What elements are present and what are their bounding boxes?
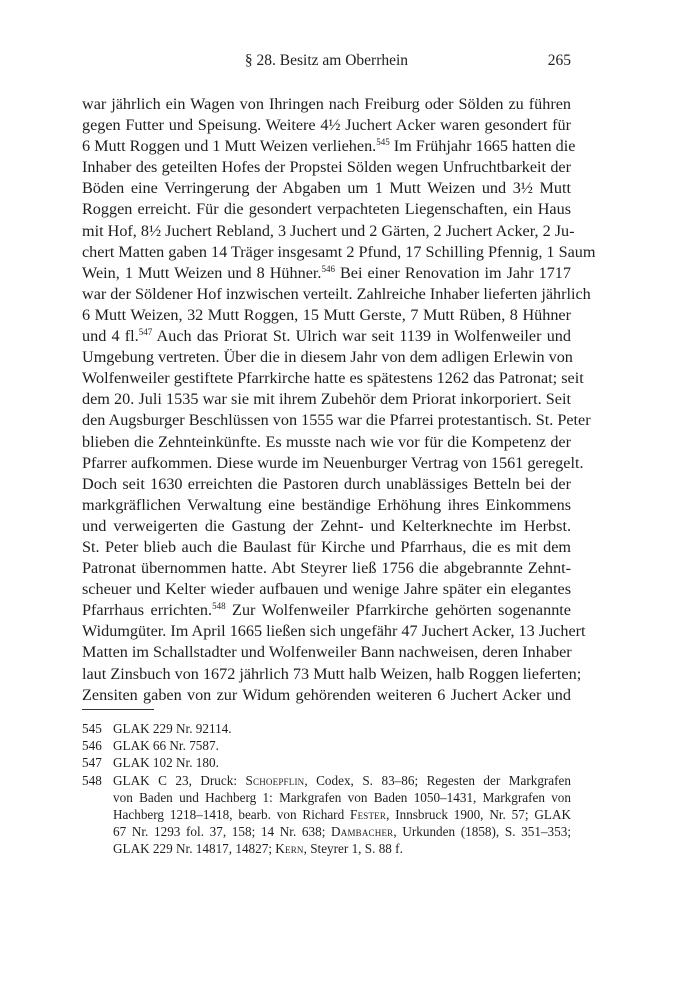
footnote-divider [82, 709, 154, 710]
footnote-number: 545 [82, 721, 102, 736]
text-line: 6 Mutt Roggen und 1 Mutt Weizen verliehen.$^{545}$ Im Frühjahr 1665 hatten die [82, 137, 576, 156]
text-line: Roggen erreicht. Für die gesondert verpachteten Liegenschaften, ein Haus [82, 200, 571, 219]
text-line: Pfarrhaus errichten.$^{548}$ Zur Wolfenweiler Pfarrkirche gehörten sogenannte [82, 601, 571, 620]
author-name: Fester [350, 807, 387, 823]
text-line: Wolfenweiler gestiftete Pfarrkirche hatte es spätestens 1262 das Patronat; seit [82, 369, 584, 388]
footnote-number: 546 [82, 738, 102, 754]
footnote-ref-548[interactable]: 548 [212, 601, 226, 612]
author-name: Dambacher [331, 824, 394, 840]
text-line: den Augsburger Beschlüssen von 1555 war die Pfarrei protestantisch. St. Peter [82, 411, 591, 430]
author-name: Kern [275, 841, 304, 857]
footnote-text: GLAK 229 Nr. 92114. [113, 721, 232, 736]
footnote-546 [82, 737, 571, 754]
footnote-number: 548 [82, 772, 102, 788]
text-line: markgräflichen Verwaltung eine beständige Erhöhung ihres Einkommens [82, 495, 571, 514]
text-line: und verweigerten die Gastung der Zehnt- und Kelterknechte im Herbst. [82, 516, 571, 535]
running-title: § 28. Besitz am Oberrhein [244, 52, 409, 69]
text-line: war jährlich ein Wagen von Ihringen nach Freiburg oder Sölden zu führen [82, 95, 571, 113]
text-line: Patronat übernommen hatte. Abt Steyrer ließ 1756 die abgebrannte Zehnt- [82, 559, 571, 578]
text-line: Matten im Schallstadter und Wolfenweiler Bann nachweisen, deren Inhaber [82, 643, 572, 662]
footnote-547 [82, 754, 571, 771]
footnote-text-line: von Baden und Hachberg 1: Markgrafen von Baden 1050–1431, Markgrafen von [113, 789, 571, 805]
text-line: gegen Futter und Speisung. Weitere 4½ Juchert Acker waren gesondert für [82, 116, 571, 135]
footnote-545 [82, 720, 571, 737]
footnote-text-line: GLAK 229 Nr. 14817, 14827; Kern, Steyrer 1, S. 88 f. [113, 841, 403, 857]
text-line: St. Peter blieb auch die Baulast für Kirche und Pfarrhaus, die es mit dem [82, 537, 571, 556]
text-line: Widumgüter. Im April 1665 ließen sich ungefähr 47 Juchert Acker, 13 Juchert [82, 622, 586, 641]
footnote-text-line: GLAK C 23, Druck: Schoepflin, Codex, S. 83–86; Regesten der Markgrafen [113, 772, 571, 788]
page-number: 265 [547, 52, 571, 69]
text-line: und 4 fl.$^{547}$ Auch das Priorat St. Ulrich war seit 1139 in Wolfenweiler und [82, 327, 571, 346]
text-line: laut Zinsbuch von 1672 jährlich 73 Mutt halb Weizen, halb Roggen lieferten; [82, 664, 582, 683]
footnote-text-line: Hachberg 1218–1418, bearb. von Richard Fester, Innsbruck 1900, Nr. 57; GLAK [113, 807, 571, 823]
text-line: Zensiten gaben von zur Widum gehörenden weiteren 6 Juchert Acker und [82, 685, 571, 704]
text-line: blieben die Zehnteinkünfte. Es musste nach wie vor für die Kompetenz der [82, 432, 571, 451]
running-header [82, 52, 571, 76]
text-line: Umgebung vertreten. Über die in diesem Jahr von dem adligen Erlewin von [82, 348, 573, 367]
text-line: 6 Mutt Weizen, 32 Mutt Roggen, 15 Mutt Gerste, 7 Mutt Rüben, 8 Hühner [82, 305, 571, 324]
text-line: Inhaber des geteilten Hofes der Propstei Sölden wegen Unfruchtbarkeit der [82, 158, 571, 177]
footnote-number: 547 [82, 755, 102, 771]
footnote-ref-546[interactable]: 546 [321, 263, 335, 274]
author-name: Schoepflin [245, 772, 305, 788]
text-line: scheuer und Kelter wieder aufbauen und wenige Jahre später ein elegantes [82, 580, 571, 599]
footnote-text: GLAK 66 Nr. 7587. [113, 738, 219, 754]
text-line: Pfarrer aufkommen. Diese wurde im Neuenburger Vertrag von 1561 geregelt. [82, 453, 584, 472]
main-text [82, 94, 596, 706]
text-line: war der Söldener Hof inzwischen verteilt. Zahlreiche Inhaber lieferten jährlich [82, 284, 591, 303]
text-line: Böden eine Verringerung der Abgaben um 1 Mutt Weizen und 3½ Mutt [82, 179, 571, 198]
footnotes [82, 720, 571, 858]
text-line: Wein, 1 Mutt Weizen und 8 Hühner.$^{546}$ Bei einer Renovation im Jahr 1717 [82, 263, 571, 282]
footnote-ref-547[interactable]: 547 [138, 327, 153, 338]
text-line: dem 20. Juli 1535 war sie mit ihrem Zubehör dem Priorat inkorporiert. Seit [82, 390, 571, 409]
text-line: Doch seit 1630 erreichten die Pastoren durch unablässiges Betteln bei der [82, 474, 571, 493]
footnote-548 [82, 772, 571, 858]
footnote-ref-545[interactable]: 545 [376, 137, 390, 148]
footnote-text: GLAK 102 Nr. 180. [113, 755, 219, 771]
footnote-text-line: 67 Nr. 1293 fol. 37, 158; 14 Nr. 638; Dambacher, Urkunden (1858), S. 351–353; [113, 824, 571, 840]
text-line: mit Hof, 8½ Juchert Rebland, 3 Juchert und 2 Gärten, 2 Juchert Acker, 2 Ju- [82, 221, 575, 240]
text-line: chert Matten gaben 14 Träger insgesamt 2 Pfund, 17 Schilling Pfennig, 1 Saum [82, 242, 596, 261]
